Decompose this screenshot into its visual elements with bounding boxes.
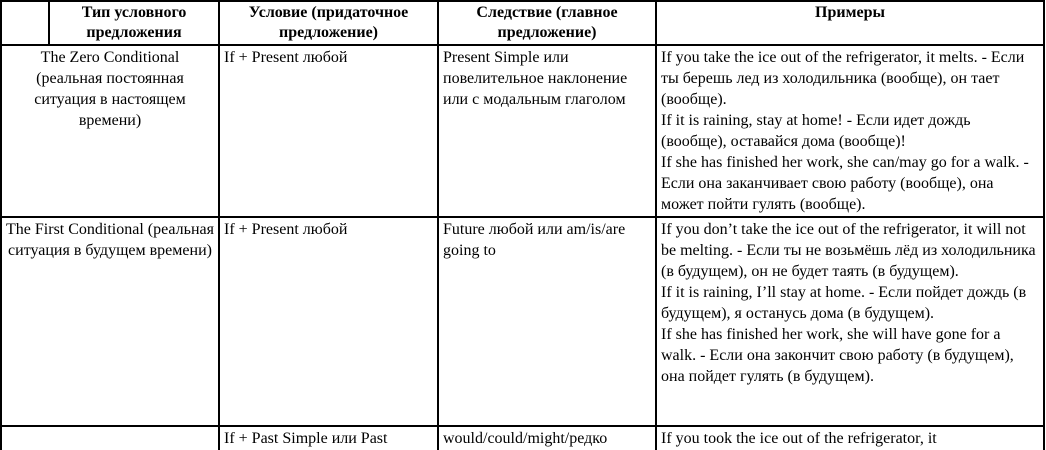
cell-condition: If + Present любой (219, 217, 438, 426)
example-sentence: If you take the ice out of the refrigerator, it melts. - Если ты берешь лед из холодильника (вообще), он тает (вообще). (661, 49, 1025, 108)
header-condition: Условие (придаточное предложение) (219, 1, 438, 45)
table-row-zero-conditional (1, 45, 1044, 217)
example-sentence: If you don’t take the ice out of the refrigerator, it will not be melting. - Если ты не возьмёшь лёд из холодильника (в будущем), он не будет таять (в будущем). (661, 221, 1036, 280)
cell-type: The First Conditional (реальная ситуация в будущем времени) (1, 217, 219, 426)
cell-examples (656, 45, 1044, 217)
table-row-first-conditional (1, 217, 1044, 426)
header-corner-cell (1, 1, 49, 45)
cell-consequence: Present Simple или повелительное наклонение или с модальным глаголом (438, 45, 656, 217)
cell-type: The Zero Conditional (реальная постоянная ситуация в настоящем времени) (1, 45, 219, 217)
cell-condition: If + Present любой (219, 45, 438, 217)
header-consequence: Следствие (главное предложение) (438, 1, 656, 45)
table-row-second-conditional-partial (1, 426, 1044, 450)
example-sentence: If you took the ice out of the refrigerator, it (661, 430, 937, 447)
cell-examples (656, 217, 1044, 426)
header-type: Тип условного предложения (49, 1, 219, 45)
header-examples: Примеры (656, 1, 1044, 45)
example-sentence: If she has finished her work, she will have gone for a walk. - Если она закончит свою работу (в будущем), она пойдет гулять (в будущем). (661, 326, 1014, 385)
header-row (1, 1, 1044, 45)
example-sentence: If she has finished her work, she can/may go for a walk. - Если она заканчивает свою работу (вообще), она может пойти гулять (вообще). (661, 154, 1029, 213)
cell-condition: If + Past Simple или Past (219, 426, 438, 450)
example-sentence: If it is raining, I’ll stay at home. - Если пойдет дождь (в будущем), я останусь дома (в будущем). (661, 284, 1027, 322)
cell-examples (656, 426, 1044, 450)
cell-consequence: would/could/might/редко (438, 426, 656, 450)
cell-type (1, 426, 219, 450)
cell-consequence: Future любой или am/is/are going to (438, 217, 656, 426)
example-sentence: If it is raining, stay at home! - Если идет дождь (вообще), оставайся дома (вообще)! (661, 112, 971, 150)
